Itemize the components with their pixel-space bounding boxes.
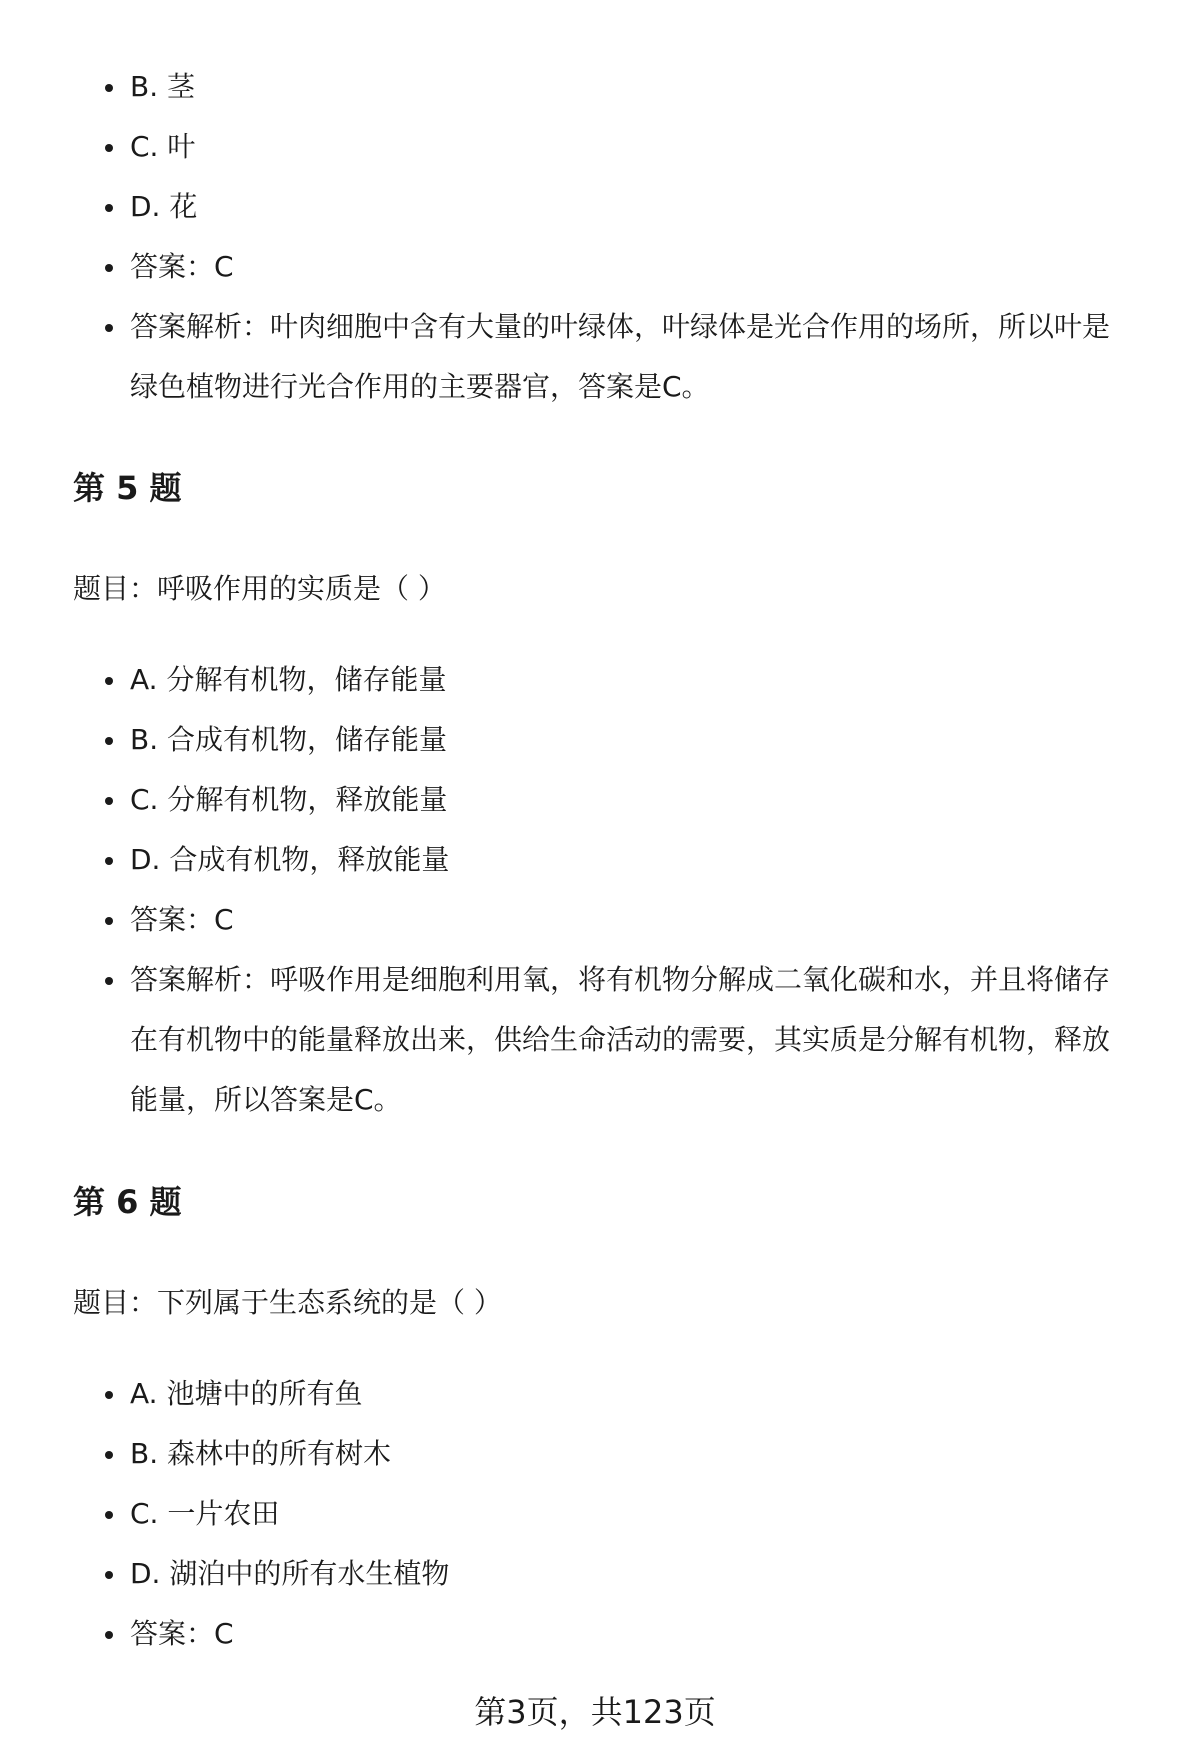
option-d: D. 湖泊中的所有水生植物	[0, 1544, 1190, 1604]
option-c: C. 分解有机物，释放能量	[0, 770, 1190, 830]
option-c: C. 一片农田	[0, 1484, 1190, 1544]
option-d: D. 合成有机物，释放能量	[0, 830, 1190, 890]
answer: 答案：C	[0, 890, 1190, 950]
question-text: 题目：下列属于生态系统的是（ ）	[73, 1286, 502, 1319]
option-b: B. 合成有机物，储存能量	[0, 710, 1190, 770]
answer: 答案：C	[0, 1604, 1190, 1664]
option-d: D. 花	[0, 177, 1190, 237]
answer-explanation: 答案解析：叶肉细胞中含有大量的叶绿体，叶绿体是光合作用的场所，所以叶是绿色植物进行光合作用的主要器官，答案是C。	[0, 297, 1190, 417]
question-heading: 第 5 题	[73, 469, 182, 507]
q6-option-list	[0, 1364, 1190, 1664]
answer: 答案：C	[0, 237, 1190, 297]
option-a: A. 池塘中的所有鱼	[0, 1364, 1190, 1424]
option-b: B. 茎	[0, 57, 1190, 117]
answer-explanation: 答案解析：呼吸作用是细胞利用氧，将有机物分解成二氧化碳和水，并且将储存在有机物中的能量释放出来，供给生命活动的需要，其实质是分解有机物，释放能量，所以答案是C。	[0, 950, 1190, 1130]
question-heading: 第 6 题	[73, 1183, 182, 1221]
q5-option-list	[0, 650, 1190, 1130]
question-text: 题目：呼吸作用的实质是（ ）	[73, 572, 446, 605]
option-b: B. 森林中的所有树木	[0, 1424, 1190, 1484]
q4-option-list	[0, 57, 1190, 417]
option-c: C. 叶	[0, 117, 1190, 177]
option-a: A. 分解有机物，储存能量	[0, 650, 1190, 710]
page-number: 第3页，共123页	[474, 1693, 716, 1731]
